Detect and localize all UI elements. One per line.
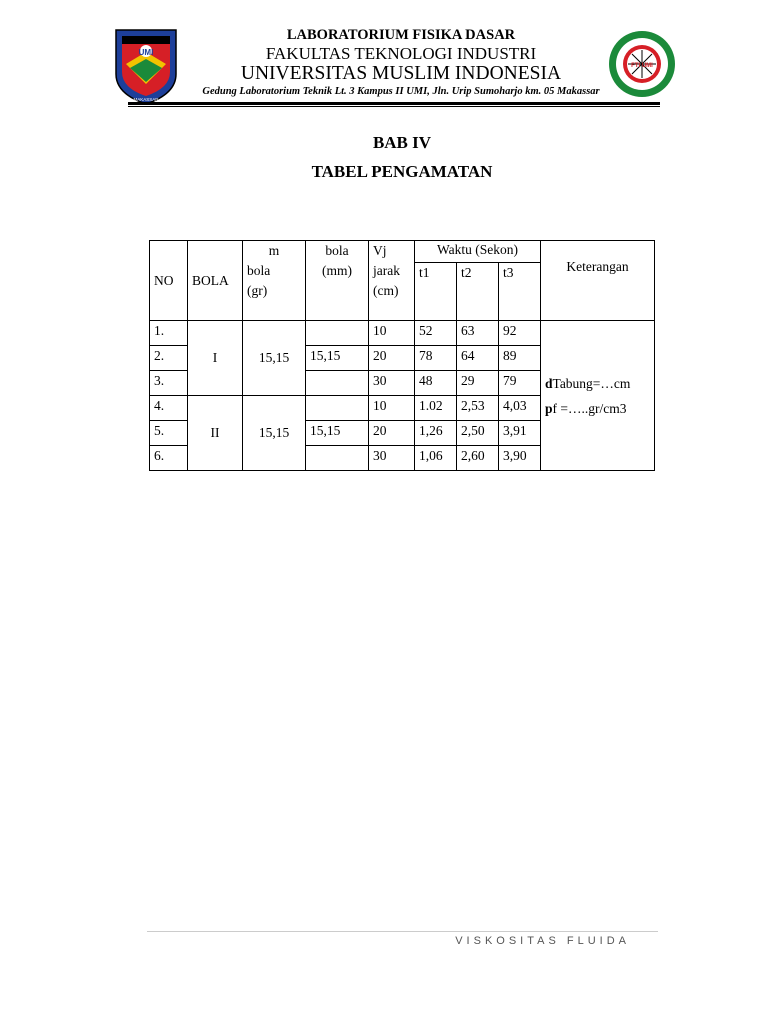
table-cell: 64 [457, 346, 499, 371]
header-rule-thick [128, 102, 660, 105]
table-cell: 1,06 [415, 446, 457, 471]
table-cell [306, 371, 369, 396]
header-t1: t1 [415, 263, 457, 321]
table-cell: 3. [150, 371, 188, 396]
university-logo-icon [112, 24, 180, 106]
section-title: TABEL PENGAMATAN [311, 162, 493, 181]
header-distance: Vj jarak (cm) [369, 241, 415, 321]
table-cell: 48 [415, 371, 457, 396]
letterhead [0, 0, 768, 112]
keterangan-cell: dTabung=…cm pf =…..gr/cm3 [541, 321, 655, 471]
table-cell: 1,26 [415, 421, 457, 446]
header-t2: t2 [457, 263, 499, 321]
table-cell: 78 [415, 346, 457, 371]
header-diameter: bola (mm) [306, 241, 369, 321]
table-cell: 1.02 [415, 396, 457, 421]
ball-label: I [188, 321, 243, 396]
table-cell: 63 [457, 321, 499, 346]
table-cell: 4. [150, 396, 188, 421]
table-cell: 20 [369, 421, 415, 446]
table-cell: 2,53 [457, 396, 499, 421]
chapter-heading: BAB IV [372, 133, 432, 152]
table-cell: 20 [369, 346, 415, 371]
svg-text:FTI UMI: FTI UMI [631, 63, 653, 69]
table-cell [306, 446, 369, 471]
ball-label: II [188, 396, 243, 471]
table-cell: 2,60 [457, 446, 499, 471]
table-row [150, 321, 655, 346]
header-time: Waktu (Sekon) [415, 241, 541, 263]
table-cell: 10 [369, 396, 415, 421]
table-cell: 2,50 [457, 421, 499, 446]
faculty-name: FAKULTAS TEKNOLOGI INDUSTRI [265, 44, 537, 63]
svg-text:MAKASSAR: MAKASSAR [133, 97, 159, 102]
header-mass: m bola (gr) [243, 241, 306, 321]
ball-mass: 15,15 [243, 321, 306, 396]
table-cell: 79 [499, 371, 541, 396]
table-cell: 4,03 [499, 396, 541, 421]
table-cell: 92 [499, 321, 541, 346]
table-cell: 30 [369, 446, 415, 471]
table-cell: 6. [150, 446, 188, 471]
table-cell [306, 396, 369, 421]
header-bola: BOLA [188, 241, 243, 321]
svg-text:UMI: UMI [138, 48, 154, 57]
footer-rule [147, 931, 658, 932]
header-keterangan: Keterangan [541, 241, 655, 321]
ball-diameter: 15,15 [306, 346, 369, 371]
header-t3: t3 [499, 263, 541, 321]
table-cell: 29 [457, 371, 499, 396]
header-no: NO [150, 241, 188, 321]
table-cell: 10 [369, 321, 415, 346]
table-cell: 30 [369, 371, 415, 396]
lab-logo-icon [604, 28, 680, 100]
table-cell: 52 [415, 321, 457, 346]
ball-mass: 15,15 [243, 396, 306, 471]
header-rule-thin [128, 106, 660, 107]
table-cell: 89 [499, 346, 541, 371]
table-cell: 3,90 [499, 446, 541, 471]
table-cell [306, 321, 369, 346]
table-cell: 1. [150, 321, 188, 346]
table-cell: 2. [150, 346, 188, 371]
observation-table [149, 240, 655, 471]
table-cell: 3,91 [499, 421, 541, 446]
address-line: Gedung Laboratorium Teknik Lt. 3 Kampus II UMI, Jln. Urip Sumoharjo km. 05 Makassar [202, 86, 600, 97]
university-name: UNIVERSITAS MUSLIM INDONESIA [240, 63, 562, 84]
lab-name: LABORATORIUM FISIKA DASAR [286, 27, 516, 43]
ball-diameter: 15,15 [306, 421, 369, 446]
table-cell: 5. [150, 421, 188, 446]
footer-title: VISKOSITAS FLUIDA [455, 935, 630, 947]
